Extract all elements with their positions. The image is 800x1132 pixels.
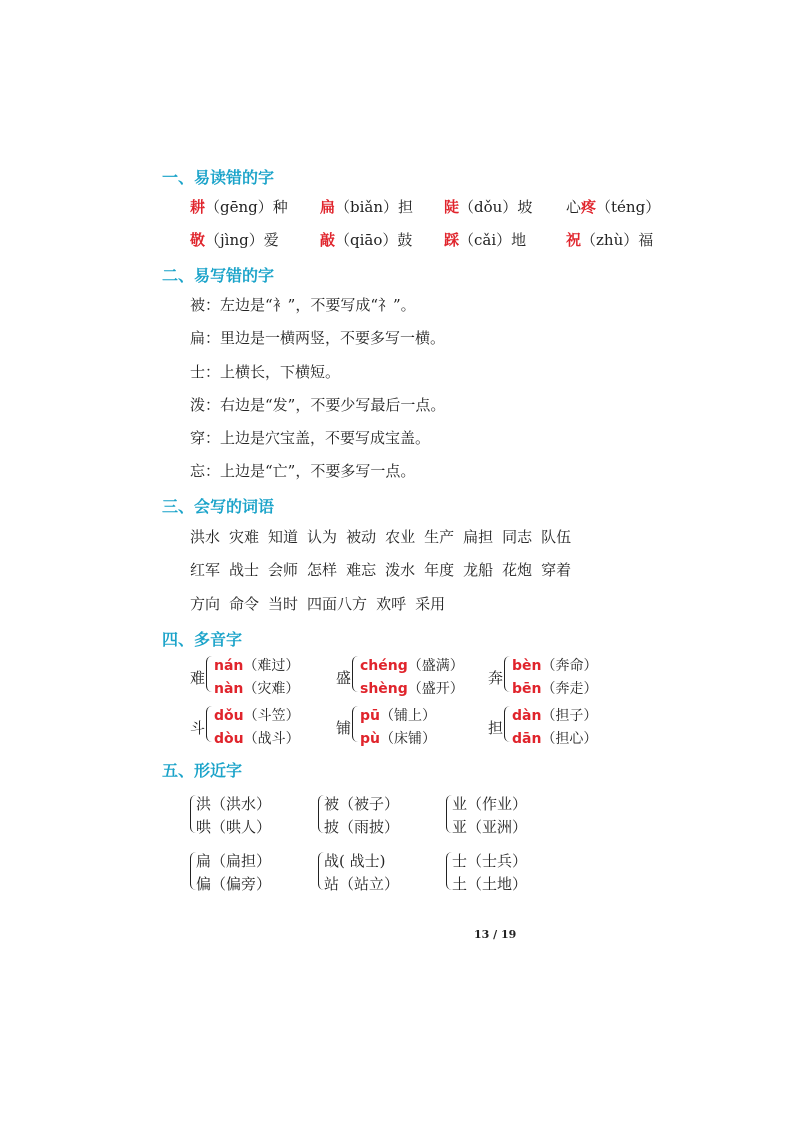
word: 战士 xyxy=(229,561,260,579)
polyphonic-group: 难 nán（难过） nàn（灾难） xyxy=(190,658,300,697)
s3-row xyxy=(190,526,580,547)
s1-item: 扁（biǎn）担 xyxy=(320,198,414,216)
word: 泼水 xyxy=(385,561,416,579)
word: 同志 xyxy=(502,528,533,546)
word: 农业 xyxy=(385,528,416,546)
word: 年度 xyxy=(424,561,455,579)
similar-char-group: 被（被子） 披（雨披） xyxy=(318,793,438,837)
section-1-title: 一、易读错的字 xyxy=(162,168,275,187)
s2-line: 泼：右边是“发”，不要少写最后一点。 xyxy=(190,396,446,414)
word: 洪水 xyxy=(190,528,221,546)
similar-char-group: 士（士兵） 土（土地） xyxy=(446,850,566,894)
word: 龙船 xyxy=(463,561,494,579)
word: 灾难 xyxy=(229,528,260,546)
page-number: 13 / 19 xyxy=(474,928,517,941)
polyphonic-group: 盛 chéng（盛满） shèng（盛开） xyxy=(336,658,464,697)
word: 难忘 xyxy=(346,561,377,579)
polyphonic-group: 担 dàn（担子） dān（担心） xyxy=(488,708,598,747)
s2-line: 忘：上边是“亡”，不要多写一点。 xyxy=(190,462,416,480)
similar-char-group: 业（作业） 亚（亚洲） xyxy=(446,793,566,837)
word: 红军 xyxy=(190,561,221,579)
section-2-title: 二、易写错的字 xyxy=(162,266,275,285)
word: 生产 xyxy=(424,528,455,546)
s1-item: 祝（zhù）福 xyxy=(566,231,654,249)
word: 当时 xyxy=(268,595,299,613)
word: 知道 xyxy=(268,528,299,546)
word: 花炮 xyxy=(502,561,533,579)
s3-row xyxy=(190,559,580,580)
s1-item: 心疼（téng） xyxy=(566,198,661,216)
word: 命令 xyxy=(229,595,260,613)
similar-char-group: 洪（洪水） 哄（哄人） xyxy=(190,793,310,837)
s2-line: 穿：上边是穴宝盖，不要写成宝盖。 xyxy=(190,429,431,447)
word: 采用 xyxy=(415,595,446,613)
polyphonic-group: 奔 bèn（奔命） bēn（奔走） xyxy=(488,658,598,697)
similar-char-group: 扁（扁担） 偏（偏旁） xyxy=(190,850,310,894)
section-4-title: 四、多音字 xyxy=(162,630,243,649)
s1-item: 敬（jìng）爱 xyxy=(190,231,279,249)
polyphonic-group: 铺 pū（铺上） pù（床铺） xyxy=(336,708,436,747)
s1-item: 踩（cǎi）地 xyxy=(444,231,527,249)
s1-item: 耕（gēng）种 xyxy=(190,198,288,216)
s2-line: 被：左边是“衤”，不要写成“礻”。 xyxy=(190,296,416,314)
s1-item: 敲（qiāo）鼓 xyxy=(320,231,413,249)
word: 欢呼 xyxy=(376,595,407,613)
similar-char-group: 战( 战士) 站（站立） xyxy=(318,850,438,894)
section-3-title: 三、会写的词语 xyxy=(162,497,275,516)
word: 扁担 xyxy=(463,528,494,546)
s3-row xyxy=(190,593,454,614)
s2-line: 士：上横长，下横短。 xyxy=(190,363,341,381)
polyphonic-group: 斗 dǒu（斗笠） dòu（战斗） xyxy=(190,708,300,747)
word: 会师 xyxy=(268,561,299,579)
word: 队伍 xyxy=(541,528,572,546)
s2-line: 扁：里边是一横两竖，不要多写一横。 xyxy=(190,329,446,347)
word: 怎样 xyxy=(307,561,338,579)
word: 穿着 xyxy=(541,561,572,579)
word: 四面八方 xyxy=(307,595,368,613)
section-5-title: 五、形近字 xyxy=(162,761,243,780)
word: 方向 xyxy=(190,595,221,613)
word: 认为 xyxy=(307,528,338,546)
s1-item: 陡（dǒu）坡 xyxy=(444,198,533,216)
word: 被动 xyxy=(346,528,377,546)
